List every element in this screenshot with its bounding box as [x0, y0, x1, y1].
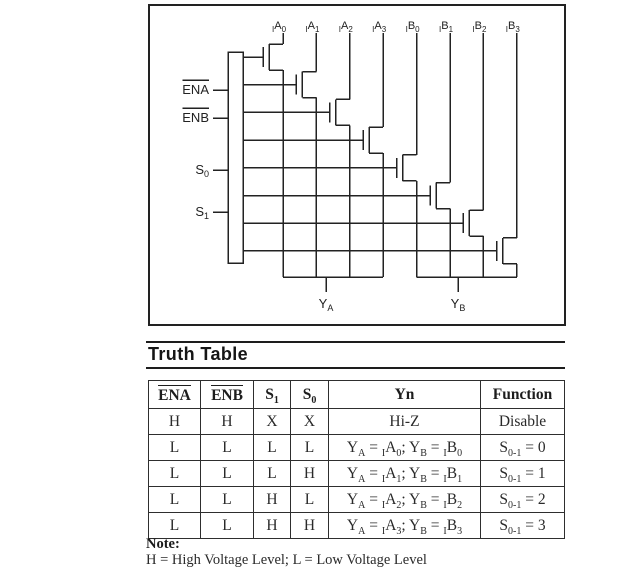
- control-label: ENB: [182, 110, 209, 125]
- output-label-ya: $Y_A$: [318, 296, 334, 313]
- table-cell: $S_{0-1} = 1$: [481, 461, 565, 487]
- output-label-yb: $Y_B$: [450, 296, 466, 313]
- table-cell: $Y_A = _IA_3$; $Y_B = _IB_3$: [329, 513, 481, 539]
- table-cell: L: [291, 487, 329, 513]
- table-cell: L: [149, 513, 201, 539]
- table-row: [149, 435, 565, 461]
- table-note: [146, 536, 427, 568]
- note-label: Note:: [146, 536, 180, 552]
- column-header: Yn: [329, 381, 481, 409]
- table-cell: H: [291, 461, 329, 487]
- table-cell: H: [291, 513, 329, 539]
- control-bus: [228, 52, 243, 263]
- table-cell: H: [254, 513, 291, 539]
- input-label: $_IB_3$: [505, 20, 520, 34]
- table-cell: $S_{0-1} = 0$: [481, 435, 565, 461]
- table-cell: L: [201, 513, 254, 539]
- control-label: $S_1$: [195, 204, 209, 221]
- table-cell: L: [149, 461, 201, 487]
- table-cell: L: [149, 487, 201, 513]
- table-cell: $S_{0-1} = 3$: [481, 513, 565, 539]
- table-cell: $Y_A = _IA_0$; $Y_B = _IB_0$: [329, 435, 481, 461]
- column-header: ENB: [201, 381, 254, 409]
- section-title: Truth Table: [148, 344, 249, 364]
- table-row: [149, 461, 565, 487]
- table-cell: H: [149, 409, 201, 435]
- input-label: $_IB_2$: [472, 20, 487, 34]
- table-cell: L: [201, 461, 254, 487]
- control-label: ENA: [182, 82, 209, 97]
- column-header: $S_0$: [291, 381, 329, 409]
- control-label: $S_0$: [195, 162, 209, 179]
- table-cell: L: [201, 487, 254, 513]
- table-cell: L: [291, 435, 329, 461]
- table-cell: L: [201, 435, 254, 461]
- column-header: ENA: [149, 381, 201, 409]
- note-text: H = High Voltage Level; L = Low Voltage Level: [146, 552, 427, 569]
- table-cell: L: [254, 435, 291, 461]
- table-cell: $S_{0-1} = 2$: [481, 487, 565, 513]
- table-cell: L: [254, 461, 291, 487]
- table-cell: L: [149, 435, 201, 461]
- table-cell: Disable: [481, 409, 565, 435]
- table-cell: H: [201, 409, 254, 435]
- input-label: $_IA_2$: [338, 20, 353, 34]
- input-label: $_IA_0$: [271, 20, 287, 34]
- table-cell: Hi-Z: [329, 409, 481, 435]
- table-cell: X: [291, 409, 329, 435]
- column-header: Function: [481, 381, 565, 409]
- table-row: [149, 409, 565, 435]
- truth-table: [148, 380, 565, 539]
- table-cell: H: [254, 487, 291, 513]
- column-header: $S_1$: [254, 381, 291, 409]
- table-cell: $Y_A = _IA_2$; $Y_B = _IB_2$: [329, 487, 481, 513]
- table-row: [149, 513, 565, 539]
- table-cell: X: [254, 409, 291, 435]
- input-label: $_IB_1$: [438, 20, 454, 34]
- input-label: $_IA_3$: [372, 20, 387, 34]
- input-label: $_IA_1$: [305, 20, 320, 34]
- table-row: [149, 487, 565, 513]
- section-header: [146, 341, 565, 369]
- table-cell: $Y_A = _IA_1$; $Y_B = _IB_1$: [329, 461, 481, 487]
- input-label: $_IB_0$: [405, 20, 420, 34]
- truth-table-header-row: [149, 381, 565, 409]
